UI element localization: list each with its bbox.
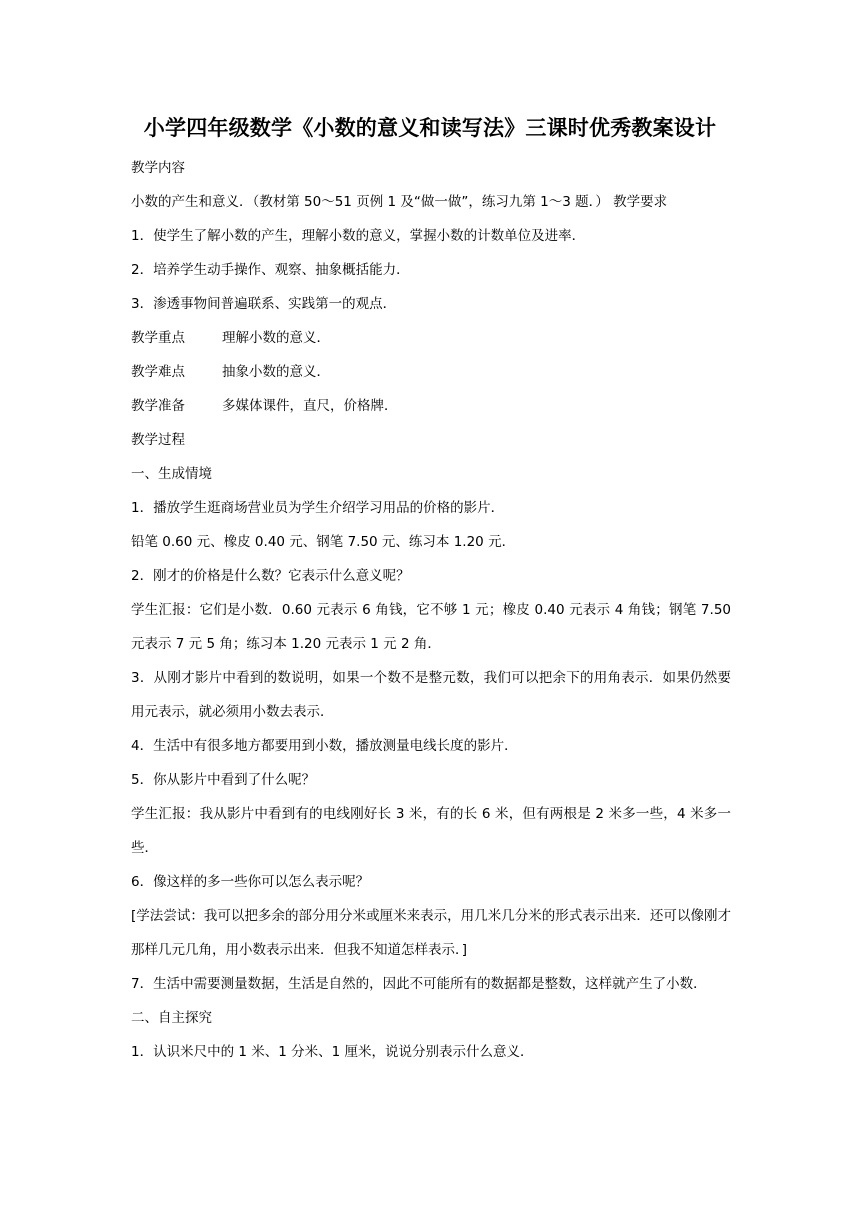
preparation-row [131, 389, 731, 423]
document-body [131, 151, 731, 1069]
process-item: [学法尝试：我可以把多余的部分用分米或厘米来表示，用几米几分米的形式表示出来．还可以像刚才那样几元几角，用小数表示出来．但我不知道怎样表示．] [131, 908, 731, 958]
process-item: 学生汇报：它们是小数．0.60 元表示 6 角钱，它不够 1 元；橡皮 0.40 元表示 4 角钱；钢笔 7.50 元表示 7 元 5 角；练习本 1.20 元表示 1 元 2 角． [131, 602, 731, 652]
part2-heading: 二、自主探究 [131, 1010, 212, 1026]
process-item: 4．生活中有很多地方都要用到小数，播放测量电线长度的影片． [131, 738, 518, 754]
content-description: 小数的产生和意义．（教材第 50～51 页例 1 及“做一做”，练习九第 1～3 题．） 教学要求 [131, 194, 668, 210]
requirement-item: 2．培养学生动手操作、观察、抽象概括能力． [131, 262, 410, 278]
key-point-value: 理解小数的意义． [222, 330, 330, 346]
document-title: 小学四年级数学《小数的意义和读写法》三课时优秀教案设计 [143, 116, 717, 140]
process-item: 1．播放学生逛商场营业员为学生介绍学习用品的价格的影片． [131, 500, 505, 516]
preparation-label: 教学准备 [131, 398, 185, 414]
process-item: 铅笔 0.60 元、橡皮 0.40 元、钢笔 7.50 元、练习本 1.20 元． [131, 534, 516, 550]
process-heading: 教学过程 [131, 432, 185, 448]
key-point-row [131, 321, 731, 355]
section-heading-content: 教学内容 [131, 160, 185, 176]
requirement-item: 3．渗透事物间普遍联系、实践第一的观点． [131, 296, 397, 312]
requirement-item: 1．使学生了解小数的产生，理解小数的意义，掌握小数的计数单位及进率． [131, 228, 586, 244]
part1-heading: 一、生成情境 [131, 466, 212, 482]
process-item: 3．从刚才影片中看到的数说明，如果一个数不是整元数，我们可以把余下的用角表示．如果仍然要用元表示，就必须用小数去表示． [131, 670, 731, 720]
process-item: 5．你从影片中看到了什么呢？ [131, 772, 316, 788]
process-item: 1．认识米尺中的 1 米、1 分米、1 厘米，说说分别表示什么意义． [131, 1044, 534, 1060]
difficulty-label: 教学难点 [131, 364, 185, 380]
process-item: 6．像这样的多一些你可以怎么表示呢？ [131, 874, 370, 890]
process-item: 7．生活中需要测量数据，生活是自然的，因此不可能所有的数据都是整数，这样就产生了小数． [131, 976, 707, 992]
process-item: 学生汇报：我从影片中看到有的电线刚好长 3 米，有的长 6 米，但有两根是 2 米多一些，4 米多一些． [131, 806, 731, 856]
preparation-value: 多媒体课件，直尺，价格牌． [222, 398, 398, 414]
key-point-label: 教学重点 [131, 330, 185, 346]
difficulty-value: 抽象小数的意义． [222, 364, 330, 380]
process-item: 2．刚才的价格是什么数？它表示什么意义呢？ [131, 568, 410, 584]
difficulty-row [131, 355, 731, 389]
